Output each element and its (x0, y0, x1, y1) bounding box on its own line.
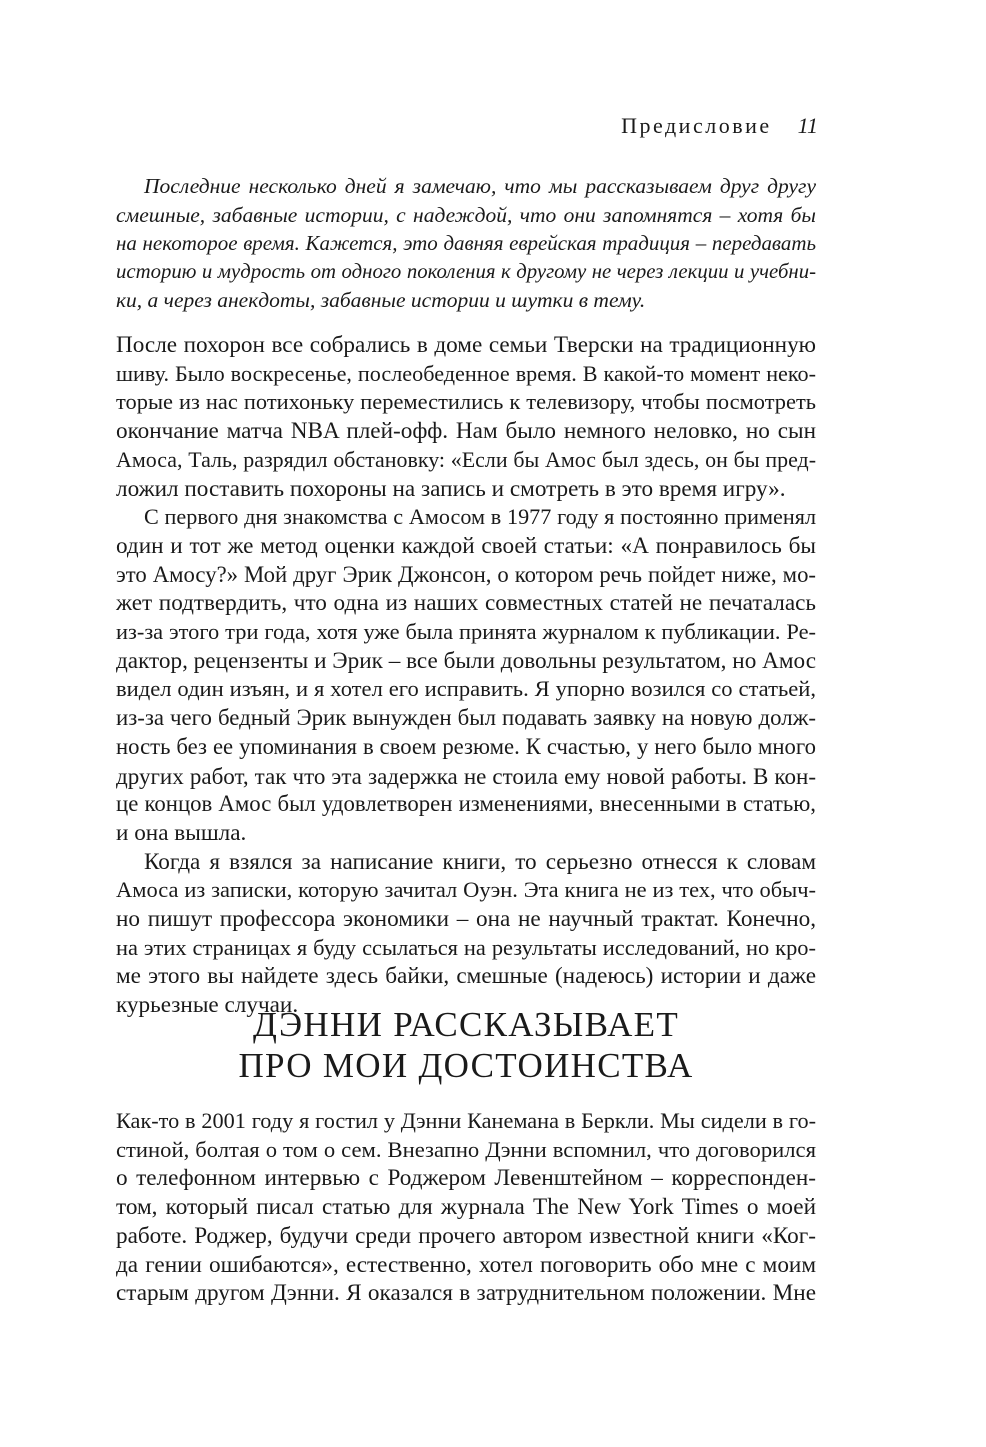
text-line: да гении ошибаются», естественно, хотел поговорить обо мне с моим (116, 1251, 816, 1278)
text-line: С первого дня знакомства с Амосом в 1977 году я постоянно применял (144, 504, 816, 530)
text-line: но пишут профессора экономики – она не научный трактат. Конечно, (116, 906, 816, 933)
text-line: из-за этого три года, хотя уже была принята журналом к публикации. Ре- (116, 619, 816, 645)
text-line: дактор, рецензенты и Эрик – все были довольны результатом, но Амос (116, 647, 816, 674)
text-line: окончание матча NBA плей-офф. Нам было немного неловко, но сын (116, 418, 816, 445)
section-heading (116, 1004, 816, 1086)
text-line: Амоса, Таль, разрядил обстановку: «Если бы Амос был здесь, он бы пред- (116, 446, 816, 472)
section-heading-line: ПРО МОИ ДОСТОИНСТВА (238, 1046, 694, 1085)
text-line: торые из нас потихоньку переместились к телевизору, чтобы посмотреть (116, 389, 816, 415)
page-number: 11 (797, 113, 818, 138)
epigraph-line: ки, а через анекдоты, забавные истории и шутки в тему. (116, 288, 646, 313)
text-line: ность без ее упоминания в своем резюме. К счастью, у него было много (116, 733, 816, 759)
text-line: из-за чего бедный Эрик вынужден был подавать заявку на новую долж- (116, 705, 816, 731)
text-line: видел один изъян, и я хотел его исправить. Я упорно возился со статьей, (116, 676, 816, 702)
text-line: стиной, болтая о том о сем. Внезапно Дэнни вспомнил, что договорился (116, 1136, 816, 1162)
text-line: курьезные случаи. (116, 992, 299, 1019)
text-line: том, который писал статью для журнала The New York Times о моей (116, 1194, 816, 1221)
text-line: це концов Амос был удовлетворен изменениями, внесенными в статью, (116, 791, 816, 817)
epigraph-line: на некоторое время. Кажется, это давняя еврейская традиция – передавать (116, 231, 816, 256)
text-line: других работ, так что эта задержка не стоила ему новой работы. В кон- (116, 762, 816, 789)
text-line: старым другом Дэнни. Я оказался в затруднительном положении. Мне (116, 1280, 816, 1307)
running-header (621, 113, 818, 139)
text-line: После похорон все собрались в доме семьи Тверски на традиционную (116, 332, 816, 358)
epigraph-line: Последние несколько дней я замечаю, что мы рассказываем друг другу (144, 174, 816, 198)
text-line: ме этого вы найдете здесь байки, смешные (надеюсь) истории и даже (116, 963, 816, 990)
section-heading-line: ДЭННИ РАССКАЗЫВАЕТ (252, 1005, 680, 1044)
body-text-before-heading (116, 331, 816, 1020)
epigraph-line: смешные, забавные истории, с надеждой, что они запомнятся – хотя бы (116, 202, 816, 227)
paragraph-funeral (116, 331, 816, 503)
epigraph-line: историю и мудрость от одного поколения к другому не через лекции и учебни- (116, 259, 816, 283)
running-title: Предисловие (621, 113, 772, 138)
text-line: Когда я взялся за написание книги, то серьезно отнесся к словам (144, 848, 816, 875)
section-body (116, 1107, 816, 1308)
text-line: жет подтвердить, что одна из наших совместных статей не печаталась (116, 590, 816, 617)
text-line: это Амосу?» Мой друг Эрик Джонсон, о котором речь пойдет ниже, мо- (116, 561, 816, 587)
text-line: шиву. Было воскресенье, послеобеденное время. В какой-то момент неко- (116, 360, 816, 386)
text-line: ложил поставить похороны на запись и смотреть в это время игру». (116, 475, 786, 502)
text-line: о телефонном интервью с Роджером Левенштейном – корреспонден- (116, 1165, 816, 1192)
epigraph (116, 172, 816, 315)
paragraph-method (116, 503, 816, 847)
text-line: Как-то в 2001 году я гостил у Дэнни Канемана в Беркли. Мы сидели в го- (116, 1108, 816, 1133)
text-line: работе. Роджер, будучи среди прочего автором известной книги «Ког- (116, 1222, 816, 1249)
text-line: и она вышла. (116, 819, 247, 846)
text-line: на этих страницах я буду ссылаться на результаты исследований, но кро- (116, 934, 816, 960)
text-line: один и тот же метод оценки каждой своей статьи: «А понравилось бы (116, 532, 816, 559)
text-line: Амоса из записки, которую зачитал Оуэн. Эта книга не из тех, что обыч- (116, 877, 816, 903)
paragraph-book (116, 848, 816, 1020)
